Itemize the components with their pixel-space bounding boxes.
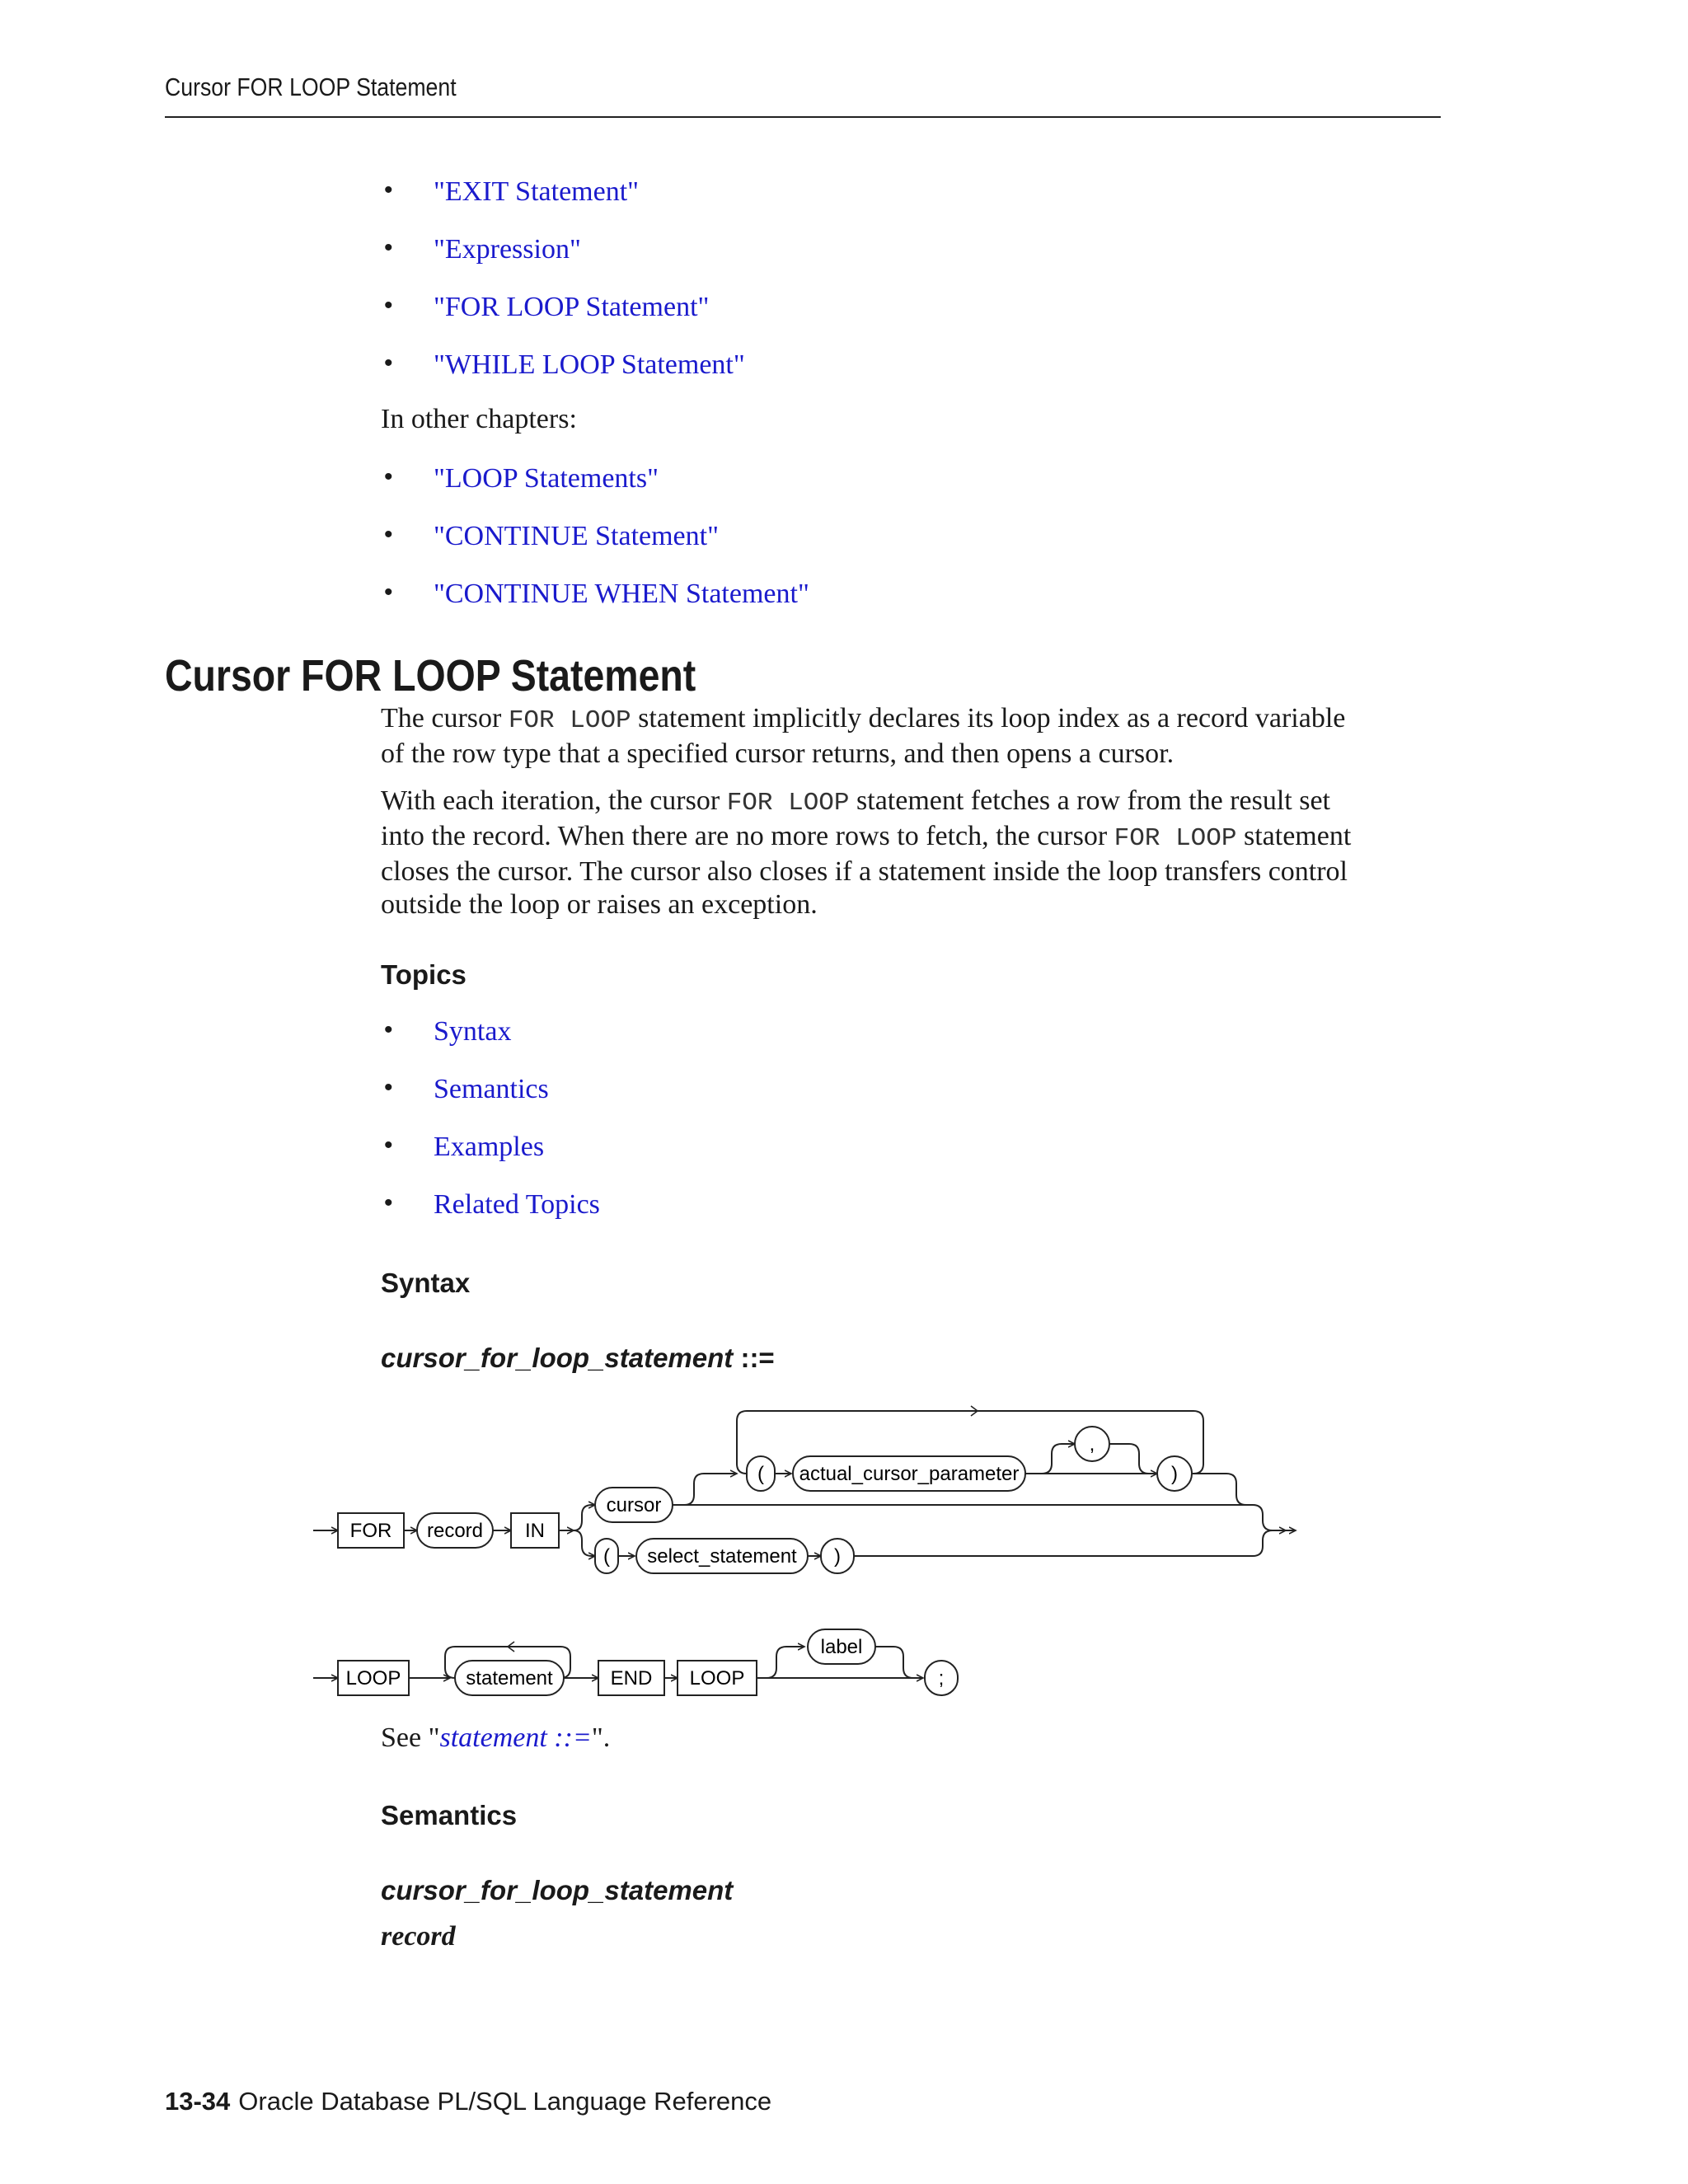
- diagram-cursor: cursor: [606, 1494, 662, 1516]
- code-keyword: FOR LOOP: [1114, 824, 1237, 853]
- diagram-lparen-select: (: [603, 1545, 610, 1568]
- bullet-icon: •: [384, 292, 393, 319]
- link-continue-when-statement[interactable]: "CONTINUE WHEN Statement": [434, 579, 809, 609]
- diagram-keyword-for: FOR: [349, 1520, 392, 1542]
- other-chapters-label: In other chapters:: [381, 404, 577, 434]
- code-keyword: FOR LOOP: [508, 706, 631, 735]
- text: statement fetches a row from the result set: [849, 785, 1330, 816]
- diagram-statement: statement: [466, 1667, 553, 1690]
- link-expression[interactable]: "Expression": [434, 234, 581, 265]
- link-statement-production[interactable]: statement ::=: [439, 1722, 592, 1753]
- text: statement: [1236, 821, 1352, 851]
- bullet-icon: •: [384, 1074, 393, 1101]
- diagram-label: label: [820, 1636, 863, 1658]
- bullet-icon: •: [384, 1132, 393, 1159]
- text: See ": [381, 1722, 440, 1753]
- see-reference: [381, 1722, 610, 1755]
- diagram-keyword-loop-end: LOOP: [689, 1667, 745, 1690]
- diagram-actual-cursor-parameter: actual_cursor_parameter: [799, 1463, 1020, 1485]
- bullet-icon: •: [384, 349, 393, 377]
- text: ".: [591, 1722, 611, 1753]
- text: The cursor: [381, 703, 509, 733]
- text: of the row type that a specified cursor returns, and then opens a cursor.: [381, 738, 1175, 769]
- link-syntax[interactable]: Syntax: [434, 1016, 512, 1047]
- production-name: cursor_for_loop_statement: [381, 1343, 734, 1373]
- diagram-rparen: ): [1171, 1463, 1178, 1485]
- diagram-keyword-in: IN: [525, 1520, 545, 1542]
- semantics-term: record: [381, 1921, 456, 1952]
- syntax-heading: Syntax: [381, 1268, 471, 1298]
- bullet-icon: •: [384, 521, 393, 548]
- topics-heading: Topics: [381, 959, 467, 990]
- diagram-lparen: (: [757, 1463, 764, 1485]
- diagram-keyword-end: END: [610, 1667, 653, 1690]
- diagram-select-statement: select_statement: [647, 1545, 797, 1568]
- text: into the record. When there are no more rows to fetch, the cursor: [381, 821, 1114, 851]
- diagram-semicolon: ;: [938, 1667, 945, 1690]
- bullet-icon: •: [384, 579, 393, 606]
- link-examples[interactable]: Examples: [434, 1132, 545, 1162]
- link-for-loop-statement[interactable]: "FOR LOOP Statement": [434, 292, 710, 322]
- link-exit-statement[interactable]: "EXIT Statement": [434, 176, 640, 207]
- bullet-icon: •: [384, 463, 393, 490]
- diagram-keyword-loop: LOOP: [345, 1667, 401, 1690]
- page-number: 13-34: [165, 2087, 231, 2116]
- code-keyword: FOR LOOP: [726, 789, 850, 818]
- text: With each iteration, the cursor: [381, 785, 727, 816]
- link-continue-statement[interactable]: "CONTINUE Statement": [434, 521, 719, 551]
- bullet-icon: •: [384, 176, 393, 204]
- diagram-comma: ,: [1089, 1433, 1095, 1455]
- bullet-icon: •: [384, 1016, 393, 1043]
- text: statement implicitly declares its loop index as a record variable: [631, 703, 1346, 733]
- running-header: Cursor FOR LOOP Statement: [165, 73, 457, 101]
- book-title: Oracle Database PL/SQL Language Reference: [238, 2087, 772, 2116]
- text: closes the cursor. The cursor also closes if a statement inside the loop transfers control: [381, 856, 1348, 887]
- text: outside the loop or raises an exception.: [381, 889, 818, 920]
- production-operator: ::=: [733, 1343, 775, 1373]
- link-loop-statements[interactable]: "LOOP Statements": [434, 463, 659, 494]
- link-while-loop-statement[interactable]: "WHILE LOOP Statement": [434, 349, 745, 380]
- bullet-icon: •: [384, 1189, 393, 1216]
- link-semantics[interactable]: Semantics: [434, 1074, 549, 1104]
- section-title: Cursor FOR LOOP Statement: [165, 651, 696, 701]
- diagram-record: record: [426, 1520, 484, 1542]
- semantics-subheading: cursor_for_loop_statement: [381, 1875, 734, 1905]
- semantics-heading: Semantics: [381, 1800, 518, 1830]
- diagram-rparen-select: ): [834, 1545, 841, 1568]
- page-footer: [165, 2087, 771, 2116]
- bullet-icon: •: [384, 234, 393, 261]
- link-related-topics[interactable]: Related Topics: [434, 1189, 600, 1220]
